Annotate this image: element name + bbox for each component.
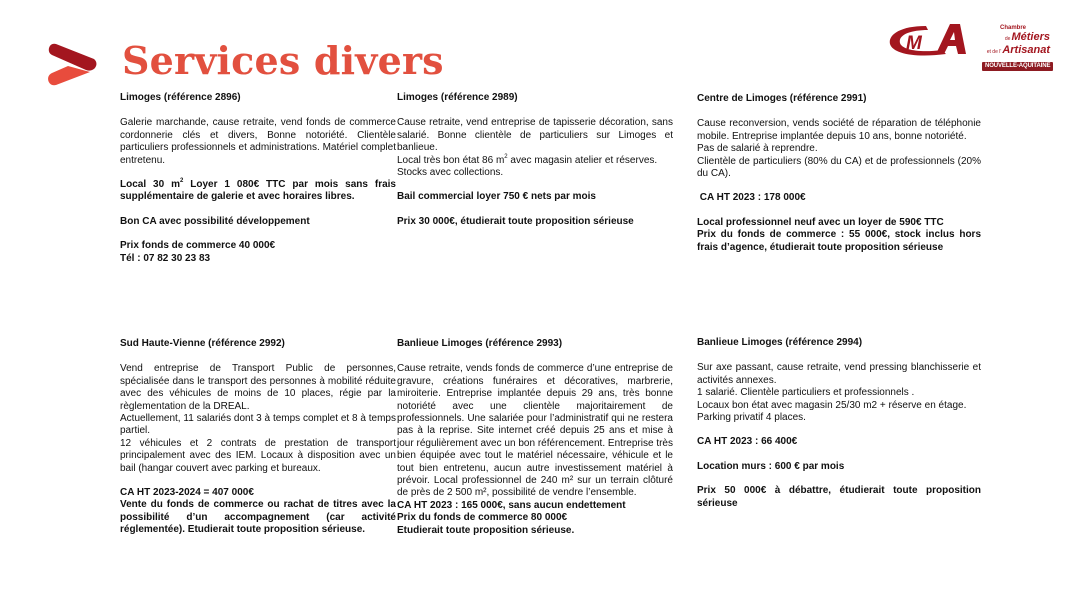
listing-2989: [397, 92, 673, 240]
listing-phone: Tél : 07 82 30 23 83: [120, 252, 211, 264]
listing-description-staff: Actuellement, 11 salariés dont 3 à temps complet et 8 à temps partiel.: [120, 413, 396, 437]
listing-description-parking: Parking privatif 4 places.: [697, 412, 806, 424]
listing-description-local: [397, 155, 673, 167]
listing-price: Prix fonds de commerce 40 000€: [120, 240, 276, 252]
listing-local: Local professionnel neuf avec un loyer de 590€ TTC: [697, 216, 944, 228]
local-prefix: Local 30 m: [120, 179, 180, 191]
local-suffix: avec magasin atelier et réserves.: [507, 154, 658, 166]
listing-description: Cause reconversion, vends société de réparation de téléphonie mobile. Entreprise implantée depuis 10 ans, bonne notoriété.: [697, 118, 981, 142]
listing-price: Prix du fonds de commerce : 55 000€, stock inclus hors frais d’agence, étudierait toute proposition sérieuse: [697, 229, 981, 253]
listing-ca: CA HT 2023 : 66 400€: [697, 436, 798, 448]
listing-sale: Vente du fonds de commerce ou rachat de titres avec la possibilité d’un accompagnement (car activité réglementée). Etudierait toute proposition sérieuse.: [120, 499, 396, 536]
svg-text:M: M: [906, 33, 922, 54]
page-title: Services divers: [122, 38, 444, 83]
listing-description-staff: 1 salarié. Clientèle particuliers et professionnels .: [697, 387, 915, 399]
listing-2896: [120, 92, 396, 265]
listing-heading: Centre de Limoges (référence 2991): [697, 93, 867, 104]
cma-metiers-prefix: de: [1004, 36, 1011, 42]
listing-description: Cause retraite, vends fonds de commerce d’une entreprise de gravure, créations funéraires et décoratives, marbrerie, miroiterie. Entreprise implantée depuis 29 ans, très bonne notoriété avec une clientèle majoritairement de professionnels. Une salariée pour l’administratif qui ne restera pas à la reprise. Site internet créé depuis 25 ans et mise à jour régulièrement avec un bon référencement. Entreprise très bien équipée avec tout le matériel nécessaire, véhicule et le tout bien entretenu, aucun autre investissement matériel à prévoir. Local professionnel de 240 m² sur un terrain clôturé de près de 2 500 m², possibilité de vendre l’ensemble.: [397, 363, 673, 499]
listing-2994: [697, 337, 981, 522]
listing-2993: [397, 338, 673, 537]
listing-description: Galerie marchande, cause retraite, vend fonds de commerce cordonnerie clés et divers, Bonne notoriété. Clientèle particuliers professionnels et administrations. Matériel complet entretenu.: [120, 117, 396, 166]
listing-ca: CA HT 2023-2024 = 407 000€: [120, 487, 254, 499]
local-prefix: Local très bon état 86 m: [397, 154, 505, 166]
listing-2992: [120, 338, 396, 537]
listing-heading: Banlieue Limoges (référence 2993): [397, 338, 563, 349]
listing-heading: Sud Haute-Vienne (référence 2992): [120, 338, 285, 349]
listing-description: Cause retraite, vend entreprise de tapisserie décoration, sans salarié. Bonne clientèle de particuliers sur Limoges et banlieue.: [397, 117, 673, 154]
listing-ca: Bon CA avec possibilité développement: [120, 215, 310, 227]
listing-description-premises: Locaux bon état avec magasin 25/30 m2 + réserve en étage.: [697, 399, 967, 411]
cma-logo-text: [974, 25, 1050, 58]
cma-artisanat: [974, 45, 1050, 58]
listing-heading: Limoges (référence 2989): [397, 92, 518, 103]
listing-local: [120, 179, 396, 204]
cma-artisanat-prefix: et de l': [986, 49, 1002, 55]
listing-ca: CA HT 2023 : 165 000€, sans aucun endettement: [397, 499, 626, 511]
listing-2991: [697, 93, 981, 254]
listing-ca: CA HT 2023 : 178 000€: [697, 192, 806, 204]
listing-price: Prix du fonds de commerce 80 000€: [397, 512, 568, 524]
local-suffix: Loyer 1 080€ TTC par mois sans frais supplémentaire de galerie et avec horaires libres.: [120, 179, 396, 203]
cma-artisanat-word: Artisanat: [1002, 44, 1050, 56]
listing-lease: Bail commercial loyer 750 € nets par mois: [397, 191, 596, 203]
listing-heading: Banlieue Limoges (référence 2994): [697, 337, 863, 348]
cma-region-badge: NOUVELLE-AQUITAINE: [982, 62, 1053, 71]
listing-price: Prix 50 000€ à débattre, étudierait toute proposition sérieuse: [697, 485, 981, 509]
cma-chambre: Chambre: [999, 25, 1026, 31]
listing-price: Prix 30 000€, étudierait toute proposition sérieuse: [397, 215, 634, 227]
listing-description: Vend entreprise de Transport Public de personnes, spécialisée dans le transport des personnes à mobilité réduite avec des véhicules de moins de 10 places, régie par la règlementation de la DREAL.: [120, 363, 396, 412]
cma-metiers-word: Métiers: [1011, 31, 1050, 43]
listing-closing: Etudierait toute proposition sérieuse.: [397, 524, 575, 536]
listing-description: Sur axe passant, cause retraite, vend pressing blanchisserie et activités annexes.: [697, 362, 981, 386]
listing-description-stocks: Stocks avec collections.: [397, 167, 504, 179]
listing-description-vehicles: 12 véhicules et 2 contrats de prestation de transport principalement avec des IEM. Locaux à disposition avec un bail (hangar couvert avec parking et bureaux.: [120, 437, 396, 474]
listing-rent: Location murs : 600 € par mois: [697, 460, 845, 472]
superscript: 2: [504, 153, 508, 160]
superscript: 2: [179, 178, 184, 185]
listing-description-staff: Pas de salarié à reprendre.: [697, 143, 818, 155]
arrow-logo-icon: [46, 42, 104, 88]
listing-description-clients: Clientèle de particuliers (80% du CA) et de professionnels (20% du CA).: [697, 155, 981, 180]
listing-heading: Limoges (référence 2896): [120, 92, 241, 103]
